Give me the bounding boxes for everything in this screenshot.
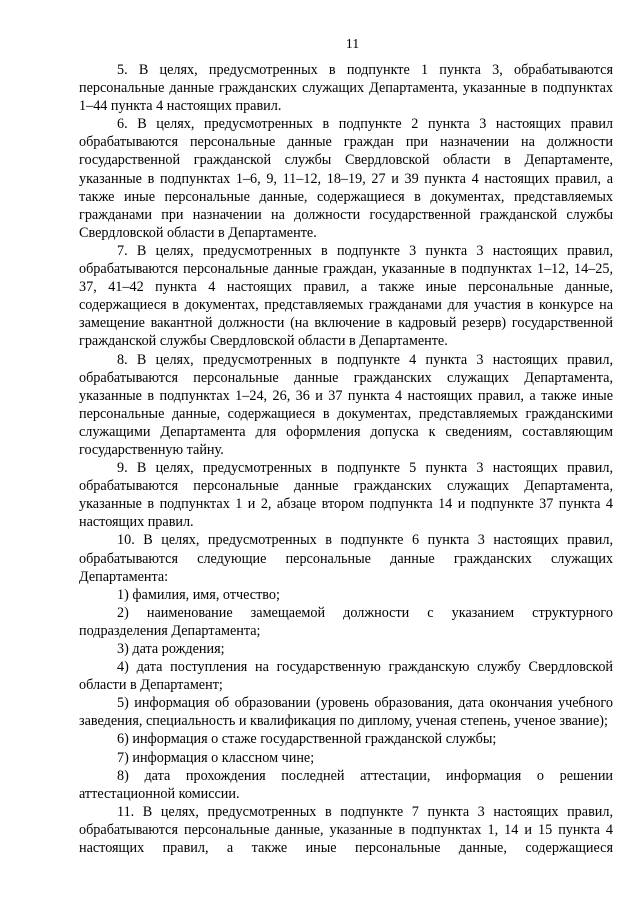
paragraph-11: 11. В целях, предусмотренных в подпункте 7 пункта 3 настоящих правил, обрабатываются персональные данные, указанные в подпунктах 1, 14 и 15 пункта 4 настоящих правил, а также иные персональные данные, содержащиеся [79,803,613,857]
list-item-4: 4) дата поступления на государственную гражданскую службу Свердловской области в Департамент; [79,659,613,694]
list-item-3: 3) дата рождения; [117,641,225,657]
paragraph-7: 7. В целях, предусмотренных в подпункте 3 пункта 3 настоящих правил, обрабатываются персональные данные граждан, указанные в подпунктах 1–12, 14–25, 37, 41–42 пункта 4 настоящих правил, а также иные персональные данные, содержащиеся в документах, представляемых гражданами для участия в конкурсе на замещение вакантной должности (на включение в кадровый резерв) государственной гражданской службы Свердловской области в Департаменте. [79,242,613,350]
list-item-1: 1) фамилия, имя, отчество; [117,586,280,603]
list-item-8: 8) дата прохождения последней аттестации, информация о решении аттестационной комиссии. [79,767,613,802]
paragraph-8: 8. В целях, предусмотренных в подпункте 4 пункта 3 настоящих правил, обрабатываются персональные данные гражданских служащих Департамента, указанные в подпунктах 1–24, 26, 36 и 37 пункта 4 настоящих правил, а также иные персональные данные, содержащиеся в документах, представляемых гражданскими служащими Департамента для оформления допуска к сведениям, составляющим государственную тайну. [79,351,613,458]
list-item-6: 6) информация о стаже государственной гражданской службы; [117,731,497,748]
paragraph-9: 9. В целях, предусмотренных в подпункте 5 пункта 3 настоящих правил, обрабатываются персональные данные гражданских служащих Департамента, указанные в подпунктах 1 и 2, абзаце втором подпункта 14 и подпункте 37 пункта 4 настоящих правил. [79,460,613,531]
paragraph-5: 5. В целях, предусмотренных в подпункте 1 пункта 3, обрабатываются персональные данные гражданских служащих Департамента, указанные в подпунктах 1–44 пункта 4 настоящих правил. [79,62,613,115]
paragraph-6: 6. В целях, предусмотренных в подпункте 2 пункта 3 настоящих правил обрабатываются персональные данные граждан при назначении на должности государственной гражданской службы Свердловской области в Департаменте, указанные в подпунктах 1–6, 9, 11–12, 18–19, 27 и 39 пункта 4 настоящих правил, а также иные персональные данные, содержащиеся в документах, представляемых гражданами при назначении на должности государственной гражданской службы Свердловской области в Департаменте. [79,116,613,241]
list-item-5: 5) информация об образовании (уровень образования, дата окончания учебного заведения, специальность и квалификация по диплому, ученая степень, ученое звание); [79,695,613,730]
page-number: 11 [345,37,360,52]
list-item-2: 2) наименование замещаемой должности с указанием структурного подразделения Департамента; [79,604,613,639]
paragraph-10: 10. В целях, предусмотренных в подпункте 6 пункта 3 настоящих правил, обрабатываются следующие персональные данные гражданских служащих Департамента: [79,532,613,585]
list-item-7: 7) информация о классном чине; [117,749,315,766]
